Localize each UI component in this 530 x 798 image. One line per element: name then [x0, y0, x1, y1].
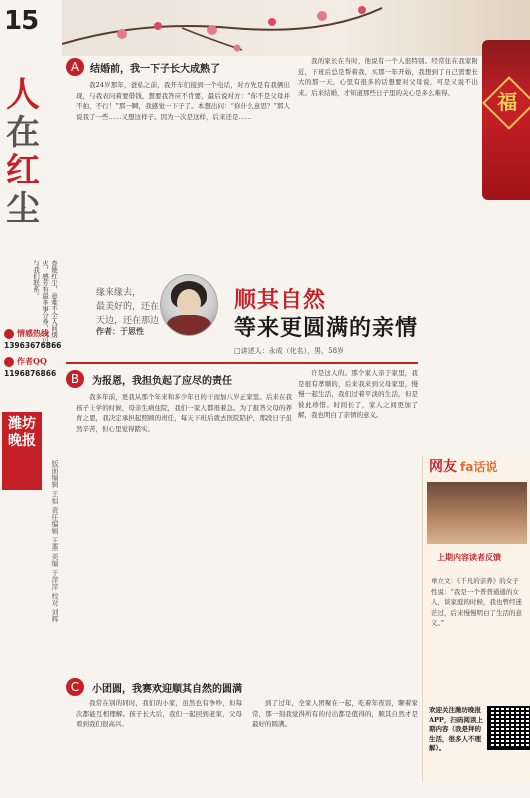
column-intro: 查她红尘，意难不全入间烟火，感芳有最多事分身，可以与我们联系。: [32, 260, 58, 345]
article-a-title: 结婚前，我一下子长大成熟了: [90, 64, 220, 75]
sidebar-photo: [427, 482, 527, 544]
qr-code-icon[interactable]: [487, 706, 530, 750]
feature-quote-line-3: 天边，还在那边: [96, 316, 160, 326]
sidebar-feedback-text: 单立文：《千凡的亲养》的女子性说：“我是一个普普通通的女人，谈家庭的时候，我也曾经迷茫过，后来慢慢明白了生活的意义。”: [431, 577, 522, 627]
section-divider: [66, 362, 418, 364]
article-c-paragraph: 我多年前，更我从那个年来和多少年日的干而加八岁正家里。后来在我孩子上学的时候，母亲生病住院，我们一家人都很着急。为了报答父母的养育之恩，我决定承担起照顾的责任，每天下班后就去医院陪护，那段日子虽然辛苦，但心里觉得踏实。: [76, 393, 292, 433]
article-e-title: 小团圆，我赛欢迎顺其自然的圆满: [92, 684, 242, 695]
column-title-char-4: 尘: [6, 189, 40, 229]
left-column: [0, 0, 62, 782]
sidebar-logo-text: 网友: [429, 459, 457, 475]
feature-headline-line-1: 顺其自然: [234, 287, 327, 313]
article-e-paragraph-left: 我常在别的同时，我们的小家，虽然也有争吵，但每次都能互相理解。孩子长大后，我们一起回到老家，父母看到我们很高兴。: [76, 699, 242, 728]
column-title-char-3: 红: [6, 151, 40, 191]
sidebar-logo-en: fa话说: [460, 460, 498, 474]
author-qq-label-text: 作者QQ: [17, 356, 47, 366]
article-a-paragraph: 我24岁那年，爸私之前，我开车们接到一个电话，对方先是有我俩出现，与我表问着要借钱，想要我答应不肯要，最后说对方：“你不是父母并不拍，不行！”那一瞬，我感觉一下子了。本想出问：“你什么意思？”那人说我了一些……又想这样子。因为一次是这样，后来还是……: [76, 81, 290, 121]
article-b-paragraph: 我的家长在当时，他说有一个人很特别。经常住在我家附近，下班后总是帮着我，买那一年开始，我想到了自己需要长大的那一天，心里有很多的话想要对父母说，可是又说不出来。后来结婚，才知道那些日子里的关心是多么难得。: [298, 57, 478, 97]
qq-icon: [4, 357, 14, 367]
column-title-char-1: 人: [6, 75, 40, 115]
author-portrait: [160, 274, 218, 336]
fortune-lantern: [482, 40, 530, 200]
author-qq-label: [4, 356, 64, 367]
newspaper-logo: 潍坊晚报: [2, 412, 42, 490]
feature-headline: [234, 286, 418, 342]
article-c-title: 为报恩，我担负起了应尽的责任: [92, 376, 232, 387]
feature-byline: □讲述人：永成（化名），男，58岁: [234, 347, 345, 355]
plum-blossom-illustration: [62, 0, 530, 56]
phone-icon: [4, 329, 14, 339]
author-qq-number: 1196876866: [4, 369, 57, 378]
sidebar-logo: [429, 456, 525, 482]
article-a-body: [76, 80, 290, 292]
article-e-body: [76, 698, 418, 798]
section-badge-c: C: [66, 678, 84, 696]
feature-quote: [88, 286, 159, 328]
sidebar-subtitle: 上期内容读者反馈: [437, 552, 501, 562]
article-c-body: [76, 392, 292, 682]
editor-credits: 版面编辑 王恒 责任编辑 王燕 美编 于萍萍 校对 刘辉: [51, 460, 59, 623]
contact-block: [4, 328, 64, 384]
section-badge-a: A: [66, 58, 84, 76]
feature-quote-line-1: 缘来缘去，: [96, 288, 142, 298]
column-title-char-2: 在: [6, 113, 40, 153]
hotline-label-text: 情感热线: [17, 328, 49, 338]
top-banner: [62, 0, 530, 56]
article-d: [298, 368, 418, 668]
article-e-paragraph-right: 到了过年，全家人团聚在一起，吃着年夜饭，聊着家常，那一刻我觉得所有的付出都是值得的，顺其自然才是最好的圆满。: [252, 699, 418, 728]
feature-headline-line-2: 等来更圆满的亲情: [234, 315, 419, 341]
sidebar-app-promo: 欢迎关注潍坊晚报APP，扫码阅读上期内容（我是拜的生活，很多人不理解）。: [429, 706, 483, 752]
feature-quote-line-2: 最美好的，还在: [96, 302, 160, 312]
section-badge-b: B: [66, 370, 84, 388]
page-number: 15: [4, 6, 39, 36]
column-title: [6, 76, 46, 228]
feature-author: 作者：于思性: [96, 326, 144, 336]
reader-feedback-sidebar: [422, 456, 530, 782]
hotline-number: 13963676866: [4, 341, 62, 350]
fu-character-icon: 福: [482, 76, 530, 130]
article-d-paragraph: 许是这人的。那个家人亲于家里，我是很有孝顺的，后来我来到父母家里，慢慢一起生活，我们过着平淡的生活，但是彼此珍惜。时间长了，家人之间更加了解，我也明白了亲情的意义。: [298, 369, 418, 419]
hotline-label: [4, 328, 64, 339]
